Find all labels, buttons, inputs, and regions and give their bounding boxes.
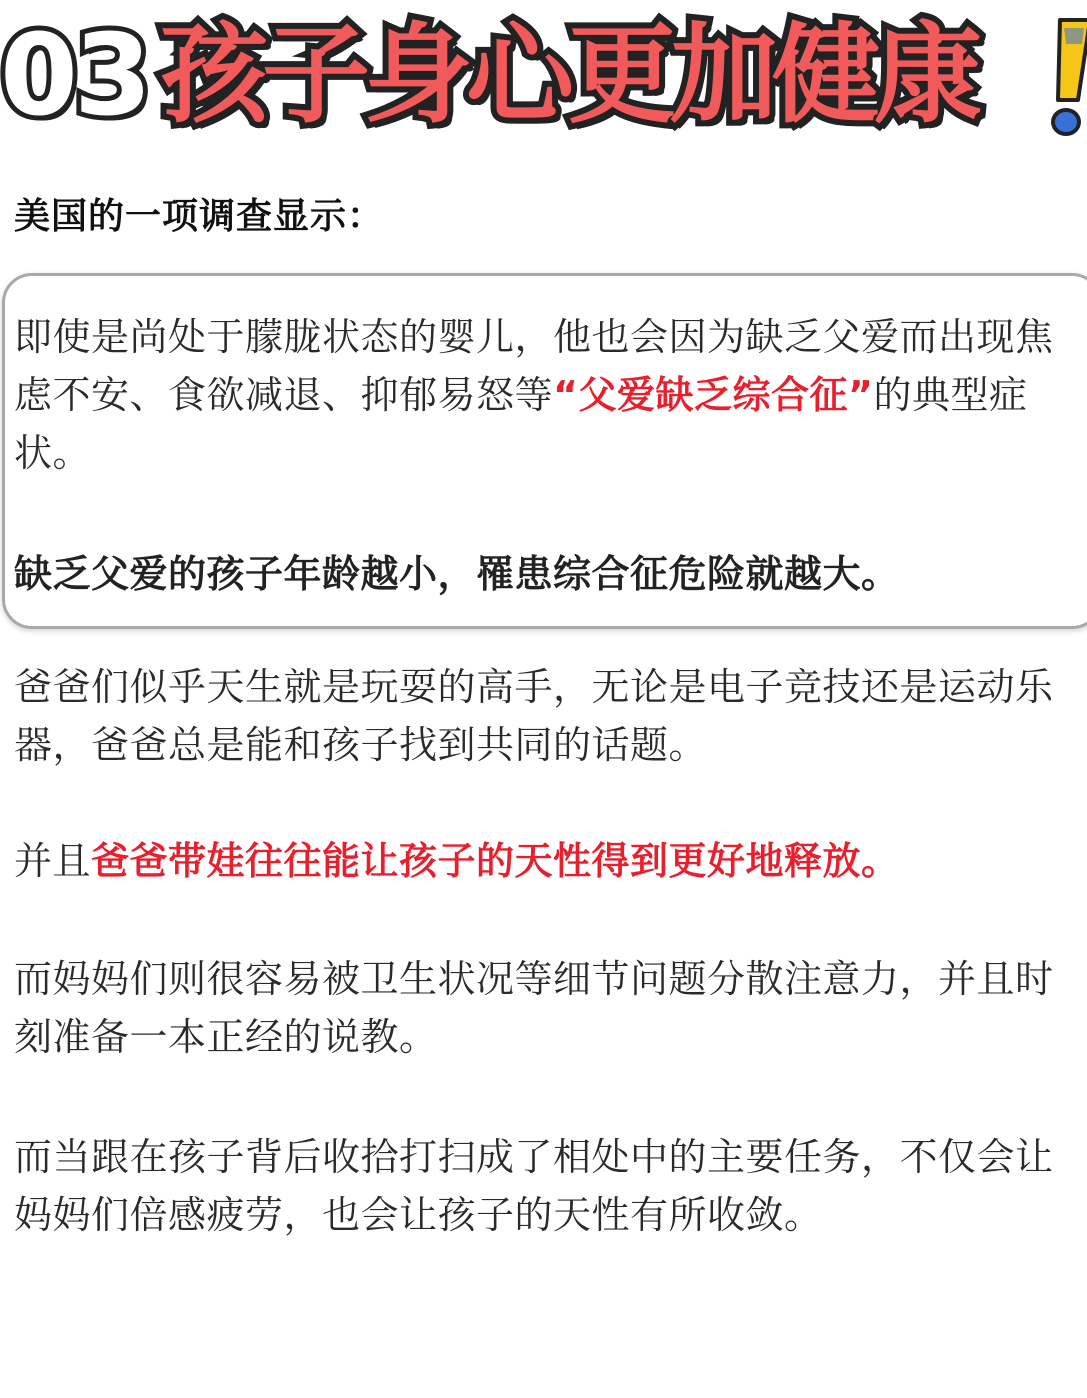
exclamation-icon <box>1038 14 1087 144</box>
paragraph-dads-nature <box>14 832 1074 890</box>
paragraph-moms-tasks: 而当跟在孩子背后收拾打扫成了相处中的主要任务，不仅会让妈妈们倍感疲劳，也会让孩子的天性有所收敛。 <box>14 1135 1054 1237</box>
section-header <box>0 6 1087 146</box>
callout-text-suffix: 的典型症状。 <box>14 373 1028 475</box>
paragraph-prefix: 并且 <box>14 839 92 883</box>
section-number: 03 <box>0 11 148 141</box>
callout-text-prefix: 即使是尚处于朦胧状态的婴儿，他也会因为缺乏父爱而出现焦虑不安、食欲减退、抑郁易怒等 <box>14 315 1054 417</box>
callout-bold-line: 缺乏父爱的孩子年龄越小，罹患综合征危险就越大。 <box>14 552 900 596</box>
survey-subheading: 美国的一项调查显示： <box>14 196 385 237</box>
paragraph-moms-attention: 而妈妈们则很容易被卫生状况等细节问题分散注意力，并且时刻准备一本正经的说教。 <box>14 957 1054 1059</box>
section-title: 孩子身心更加健康 <box>160 13 977 138</box>
callout-paragraph <box>14 308 1074 482</box>
dads-nature-highlight: 爸爸带娃往往能让孩子的天性得到更好地释放。 <box>91 839 900 883</box>
paragraph-dads-play: 爸爸们似乎天生就是玩耍的高手，无论是电子竞技还是运动乐器，爸爸总是能和孩子找到共同的话题。 <box>14 665 1054 767</box>
syndrome-highlight: “父爱缺乏综合征” <box>553 373 874 417</box>
